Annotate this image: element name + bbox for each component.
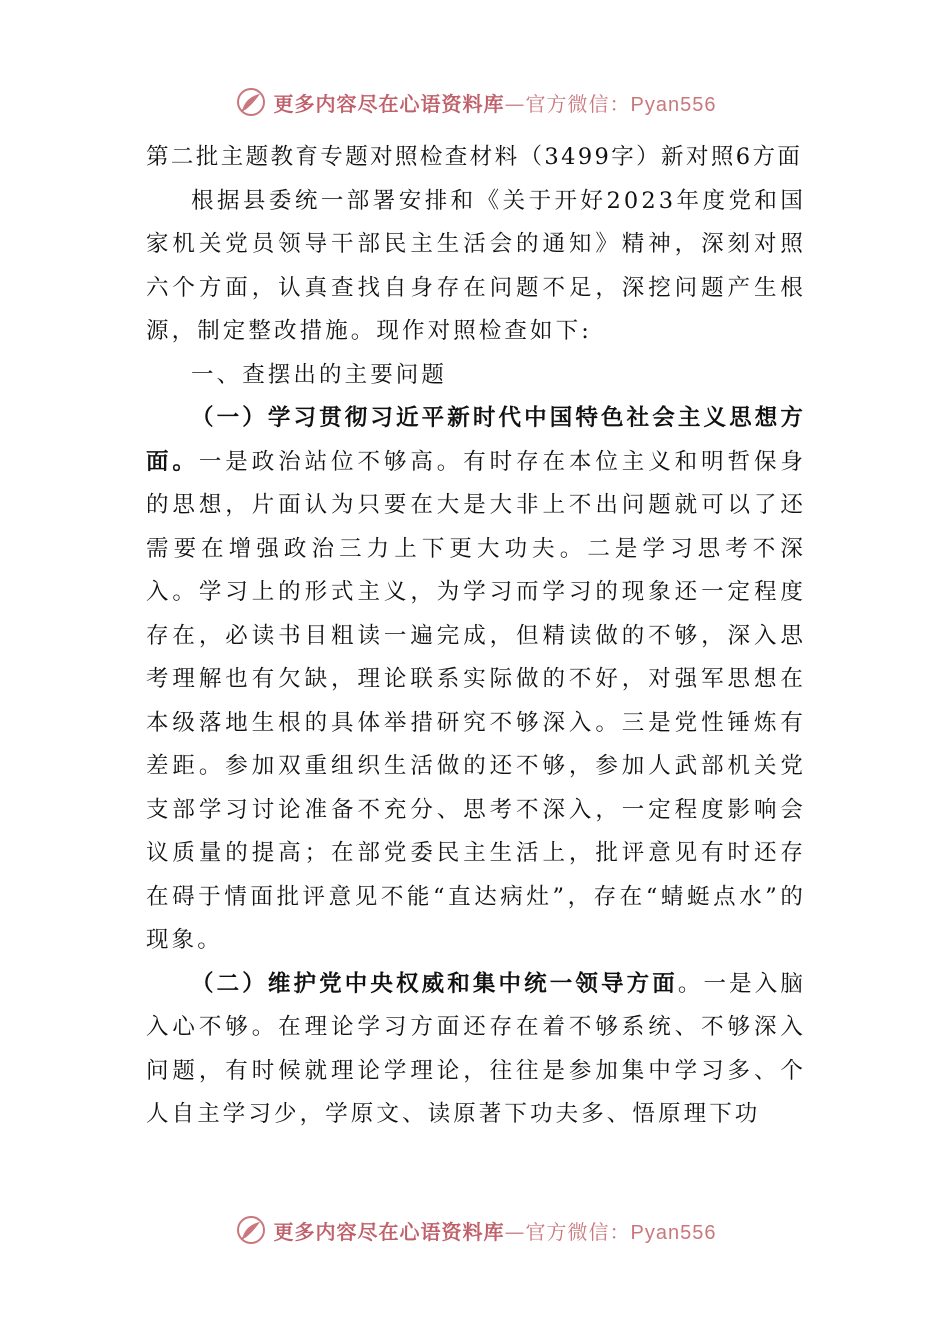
watermark-header [0, 82, 950, 122]
part-heading: 一、查摆出的主要问题 [191, 361, 448, 388]
document-body [146, 136, 806, 1137]
section-2-heading: （二）维护党中央权威和集中统一领导方面 [191, 970, 678, 997]
watermark-text: 更多内容尽在心语资料库—官方微信：Pyan556 [273, 91, 717, 116]
section-2-body: 。一是入脑入心不够。在理论学习方面还存在着不够系统、不够深入问题，有时候就理论学理论，往往是参加集中学习多、个人自主学习少，学原文、读原著下功夫多、悟原理下功 [146, 970, 806, 1127]
section-1-body: 一是政治站位不够高。有时存在本位主义和明哲保身的思想，片面认为只要在大是大非上不出问题就可以了还需要在增强政治三力上下更大功夫。二是学习思考不深入。学习上的形式主义，为学习而学习的现象还一定程度存在，必读书目粗读一遍完成，但精读做的不够，深入思考理解也有欠缺，理论联系实际做的不好，对强军思想在本级落地生根的具体举措研究不够深入。三是党性锤炼有差距。参加双重组织生活做的还不够，参加人武部机关党支部学习讨论准备不充分、思考不深入，一定程度影响会议质量的提高；在部党委民主生活上，批评意见有时还存在碍于情面批评意见不能“直达病灶”，存在“蜻蜓点水”的现象。 [146, 448, 806, 953]
pen-nib-swirl-icon [234, 85, 268, 119]
watermark-footer [0, 1210, 950, 1250]
document-title: 第二批主题教育专题对照检查材料（3499字）新对照6方面 [146, 144, 803, 170]
watermark-text: 更多内容尽在心语资料库—官方微信：Pyan556 [273, 1219, 717, 1244]
section-1-heading: （一）学习贯彻习近平新时代中国特色社会主义思想方面。 [146, 405, 806, 475]
pen-nib-swirl-icon [234, 1213, 268, 1247]
intro-paragraph: 根据县委统一部署安排和《关于开好2023年度党和国家机关党员领导干部民主生活会的通知》精神，深刻对照六个方面，认真查找自身存在问题不足，深挖问题产生根源，制定整改措施。现作对照检查如下: [146, 187, 806, 344]
section-1-paragraph [146, 397, 806, 963]
section-2-paragraph [146, 963, 806, 1137]
